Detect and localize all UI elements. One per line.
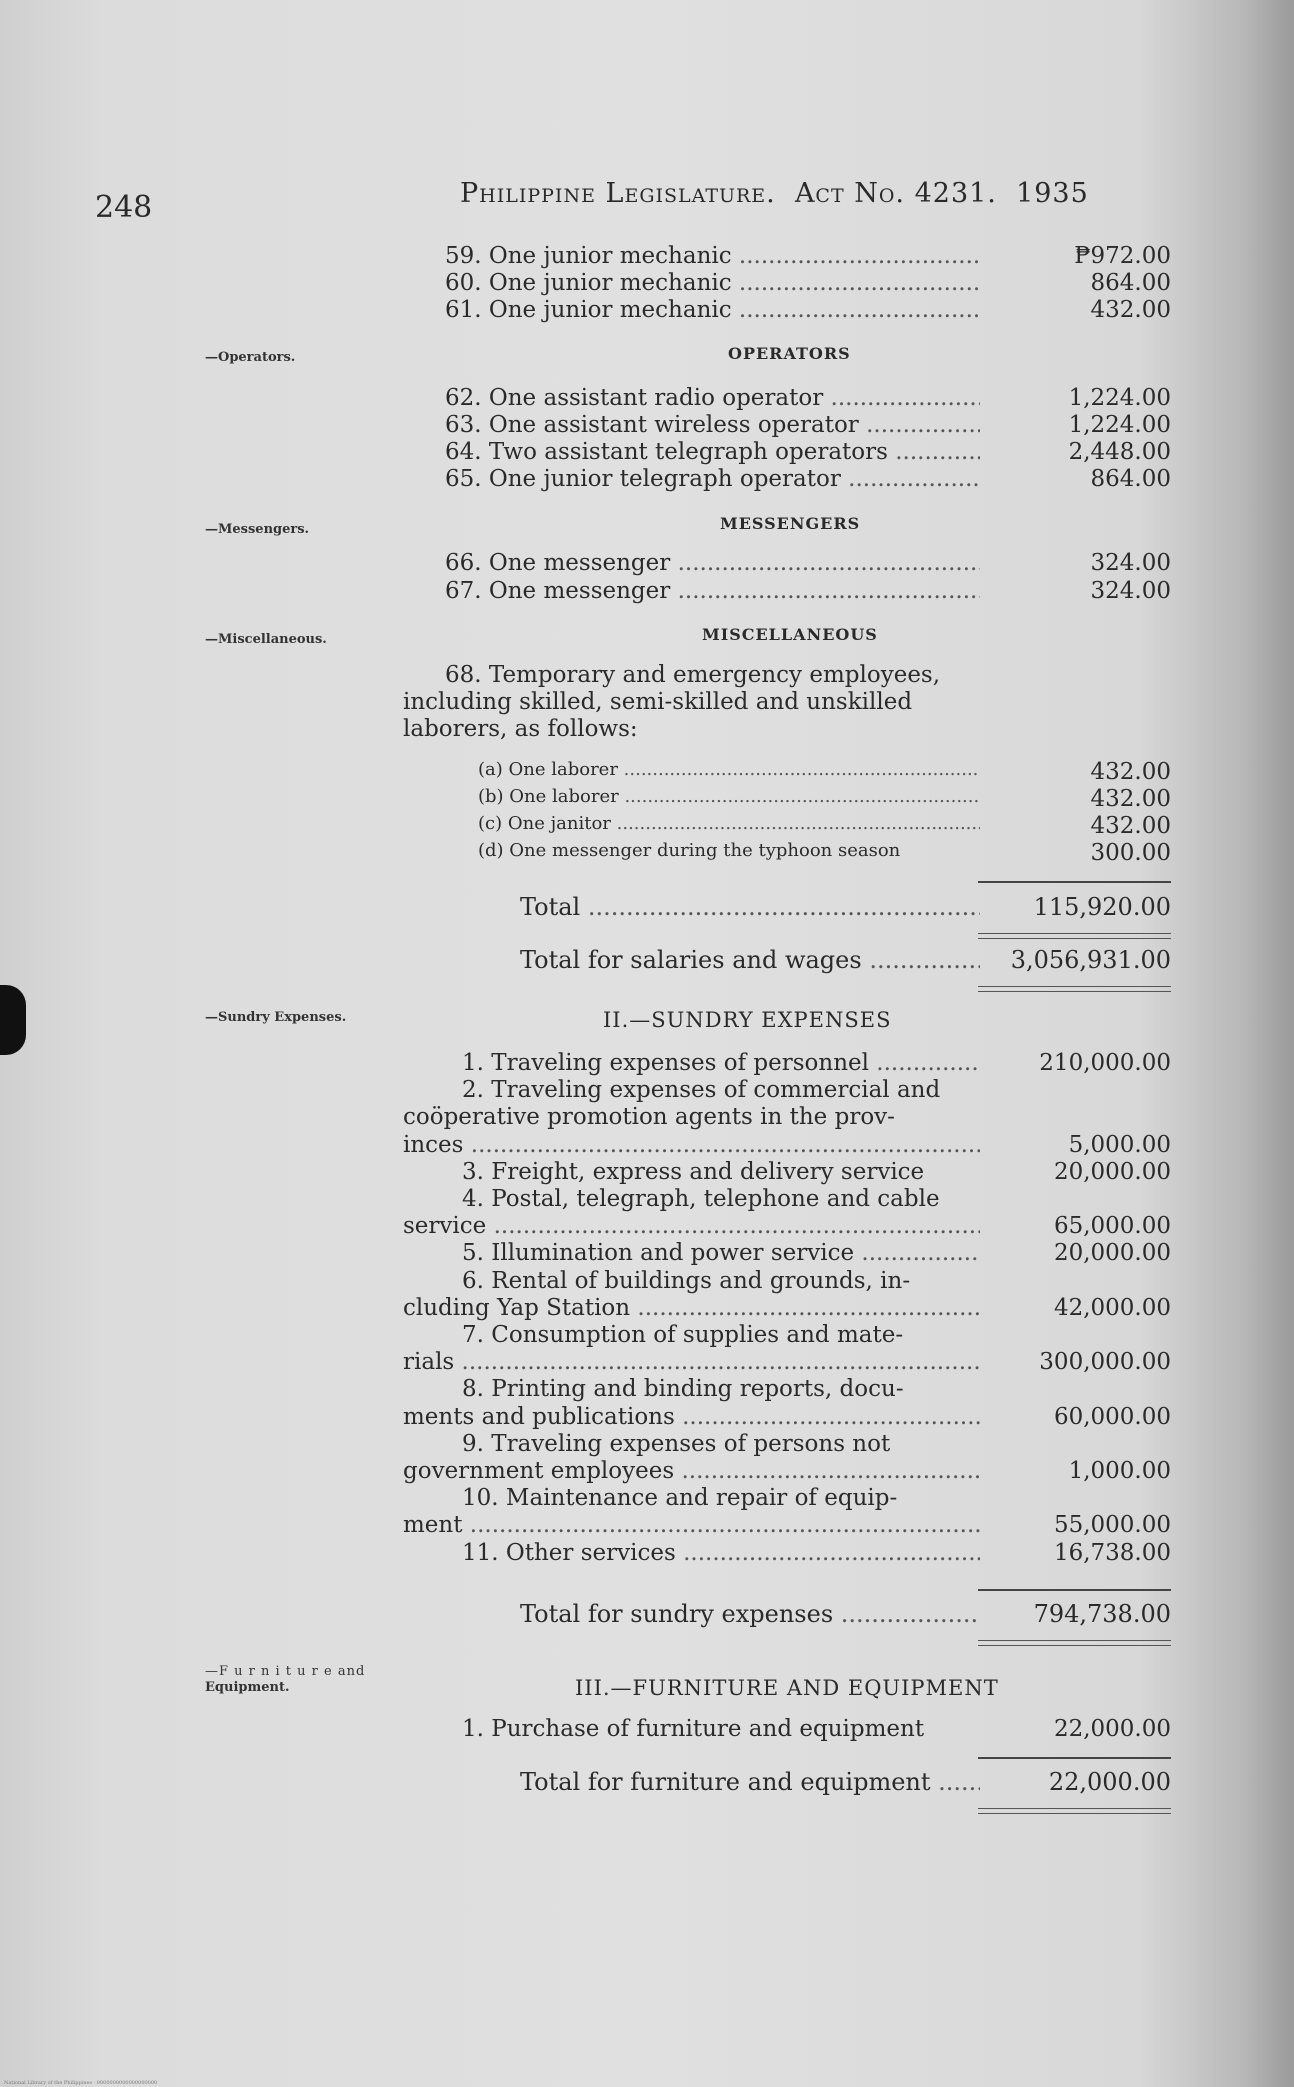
total-row — [0, 1768, 1294, 1798]
list-item — [0, 1431, 1294, 1461]
item-label: 11. Other services ..... — [462, 1540, 980, 1566]
list-item — [0, 1349, 1294, 1379]
item-label: 5. Illumination and power service ..... — [462, 1240, 980, 1266]
total-label: Total for sundry expenses ..... — [520, 1600, 980, 1628]
divider — [978, 1757, 1171, 1759]
list-item — [0, 786, 1294, 816]
list-item — [0, 1322, 1294, 1352]
total-label: Total for salaries and wages ..... — [520, 946, 980, 974]
list-item — [0, 1268, 1294, 1298]
misc-intro-line: 68. Temporary and emergency employees, — [445, 662, 941, 688]
item-label: 59. One junior mechanic ..... — [445, 243, 980, 269]
item-label: government employees ..... — [403, 1458, 980, 1484]
item-amount: 300,000.00 — [1039, 1349, 1171, 1375]
item-amount: 16,738.00 — [1053, 1540, 1171, 1566]
list-item — [0, 759, 1294, 789]
margin-note-messengers: —Messengers. — [205, 522, 310, 537]
list-item — [0, 297, 1294, 327]
item-amount: 20,000.00 — [1053, 1159, 1171, 1185]
item-label: (d) One messenger during the typhoon season — [478, 840, 901, 861]
list-item — [0, 385, 1294, 415]
item-amount: 324.00 — [1090, 578, 1171, 604]
divider — [978, 1589, 1171, 1591]
scan-footer: National Library of the Philippines · 0000000000000000000 — [4, 2080, 158, 2086]
total-label: Total ..... — [520, 893, 980, 921]
item-amount: 20,000.00 — [1053, 1240, 1171, 1266]
item-label: 8. Printing and binding reports, docu- — [462, 1376, 904, 1402]
total-label: Total for furniture and equipment ..... — [520, 1768, 980, 1796]
item-amount: 42,000.00 — [1053, 1295, 1171, 1321]
item-label: 7. Consumption of supplies and mate- — [462, 1322, 904, 1348]
item-amount: 1,000.00 — [1068, 1458, 1171, 1484]
list-item — [0, 1540, 1294, 1570]
running-header — [460, 178, 1089, 209]
item-label: 62. One assistant radio operator ..... — [445, 385, 980, 411]
item-label: (c) One janitor ..... — [478, 813, 980, 834]
item-amount: 432.00 — [1090, 759, 1171, 785]
item-label: 67. One messenger ..... — [445, 578, 980, 604]
margin-note-sundry: —Sundry Expenses. — [205, 1010, 347, 1025]
section-heading-sundry: II.—SUNDRY EXPENSES — [603, 1008, 892, 1032]
item-label: 4. Postal, telegraph, telephone and cable — [462, 1186, 940, 1212]
item-amount: 432.00 — [1090, 297, 1171, 323]
item-label: 66. One messenger ..... — [445, 550, 980, 576]
divider — [978, 881, 1171, 883]
item-label: 2. Traveling expenses of commercial and — [462, 1077, 941, 1103]
item-label: inces ..... — [403, 1132, 980, 1158]
double-divider — [978, 933, 1171, 939]
total-amount: 115,920.00 — [1033, 893, 1171, 921]
list-item — [0, 1159, 1294, 1189]
margin-note-operators: —Operators. — [205, 350, 296, 365]
misc-intro-line: including skilled, semi-skilled and unskilled — [403, 689, 913, 715]
item-label: 1. Purchase of furniture and equipment — [462, 1716, 925, 1742]
item-amount: 210,000.00 — [1039, 1050, 1171, 1076]
list-item — [0, 578, 1294, 608]
header-title: Philippine Legislature. — [460, 178, 776, 209]
list-item — [0, 1104, 1294, 1134]
total-amount: 794,738.00 — [1033, 1600, 1171, 1628]
item-label: 65. One junior telegraph operator ..... — [445, 466, 980, 492]
list-item — [0, 1213, 1294, 1243]
list-item — [0, 1376, 1294, 1406]
list-item — [0, 1050, 1294, 1080]
total-row — [0, 1600, 1294, 1630]
list-item — [0, 270, 1294, 300]
item-amount: ₱972.00 — [1074, 243, 1171, 269]
list-item — [0, 1132, 1294, 1162]
section-heading-operators: OPERATORS — [728, 344, 851, 363]
item-amount: 432.00 — [1090, 786, 1171, 812]
item-amount: 1,224.00 — [1068, 412, 1171, 438]
total-row — [0, 893, 1294, 923]
section-heading-messengers: MESSENGERS — [720, 514, 861, 533]
item-label: 60. One junior mechanic ..... — [445, 270, 980, 296]
list-item — [0, 1485, 1294, 1515]
margin-note-furniture-2: Equipment. — [205, 1680, 290, 1695]
item-amount: 2,448.00 — [1068, 439, 1171, 465]
item-amount: 60,000.00 — [1053, 1404, 1171, 1430]
item-amount: 55,000.00 — [1053, 1512, 1171, 1538]
total-amount: 22,000.00 — [1048, 1768, 1171, 1796]
header-act: Act No. 4231. — [794, 178, 997, 209]
item-label: (b) One laborer ..... — [478, 786, 980, 807]
item-label: 64. Two assistant telegraph operators ..... — [445, 439, 980, 465]
margin-note-miscellaneous: —Miscellaneous. — [205, 632, 327, 647]
item-label: service ..... — [403, 1213, 980, 1239]
list-item — [0, 813, 1294, 843]
section-heading-miscellaneous: MISCELLANEOUS — [702, 625, 878, 644]
list-item — [0, 1716, 1294, 1746]
scan-blot — [0, 985, 26, 1055]
double-divider — [978, 986, 1171, 992]
list-item — [0, 243, 1294, 273]
list-item — [0, 1295, 1294, 1325]
double-divider — [978, 1808, 1171, 1814]
header-year: 1935 — [1016, 178, 1089, 209]
list-item — [0, 550, 1294, 580]
misc-intro-line: laborers, as follows: — [403, 716, 638, 742]
list-item — [0, 412, 1294, 442]
item-amount: 864.00 — [1090, 270, 1171, 296]
item-label: 9. Traveling expenses of persons not — [462, 1431, 891, 1457]
item-amount: 864.00 — [1090, 466, 1171, 492]
item-amount: 5,000.00 — [1068, 1132, 1171, 1158]
item-amount: 300.00 — [1090, 840, 1171, 866]
page-number: 248 — [95, 190, 153, 225]
list-item — [0, 840, 1294, 870]
list-item — [0, 1404, 1294, 1434]
item-amount: 432.00 — [1090, 813, 1171, 839]
item-label: (a) One laborer ..... — [478, 759, 980, 780]
item-amount: 22,000.00 — [1053, 1716, 1171, 1742]
item-amount: 65,000.00 — [1053, 1213, 1171, 1239]
total-amount: 3,056,931.00 — [1010, 946, 1171, 974]
total-row — [0, 946, 1294, 976]
section-heading-furniture: III.—FURNITURE AND EQUIPMENT — [575, 1676, 999, 1700]
double-divider — [978, 1640, 1171, 1646]
list-item — [0, 439, 1294, 469]
item-label: ments and publications ..... — [403, 1404, 980, 1430]
item-label: 10. Maintenance and repair of equip- — [462, 1485, 898, 1511]
item-label: 61. One junior mechanic ..... — [445, 297, 980, 323]
list-item — [0, 1077, 1294, 1107]
list-item — [0, 466, 1294, 496]
item-label: cluding Yap Station ..... — [403, 1295, 980, 1321]
list-item — [0, 1240, 1294, 1270]
item-amount: 1,224.00 — [1068, 385, 1171, 411]
list-item — [0, 1458, 1294, 1488]
item-label: coöperative promotion agents in the prov- — [403, 1104, 895, 1130]
item-label: 1. Traveling expenses of personnel ..... — [462, 1050, 980, 1076]
item-label: 63. One assistant wireless operator ..... — [445, 412, 980, 438]
margin-note-furniture: —F u r n i t u r e and — [205, 1664, 366, 1679]
item-label: ment ..... — [403, 1512, 980, 1538]
list-item — [0, 1186, 1294, 1216]
item-label: 3. Freight, express and delivery service — [462, 1159, 925, 1185]
misc-intro — [403, 662, 983, 743]
item-amount: 324.00 — [1090, 550, 1171, 576]
list-item — [0, 1512, 1294, 1542]
item-label: 6. Rental of buildings and grounds, in- — [462, 1268, 911, 1294]
item-label: rials ..... — [403, 1349, 980, 1375]
